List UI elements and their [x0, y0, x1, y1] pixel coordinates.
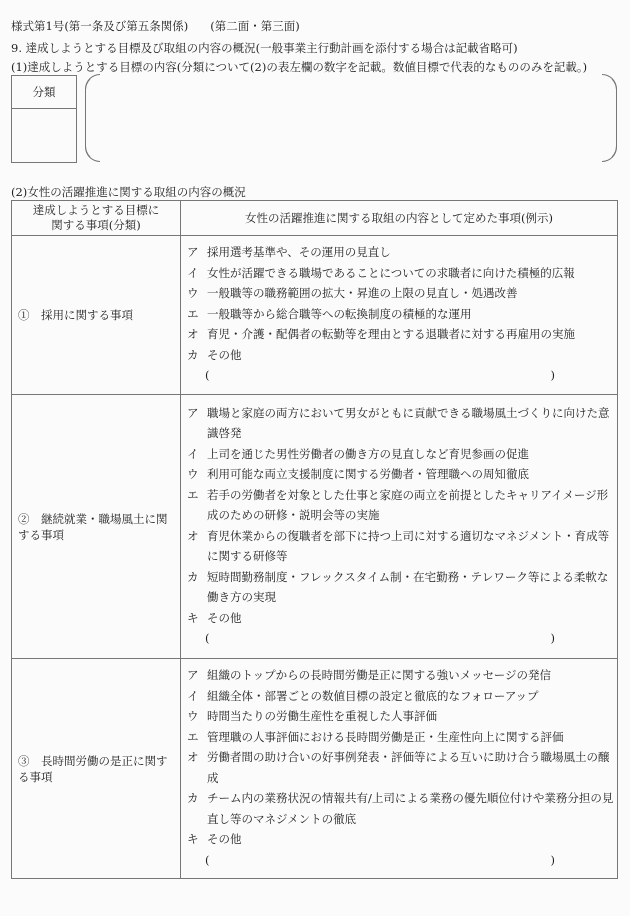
list-item[interactable]: カ チーム内の業務状況の情報共有/上司による業務の優先順位付けや業務分担の見直し等のマネジメントの徹底: [187, 791, 614, 826]
page-side-label: (第二面・第三面): [210, 19, 300, 33]
list-item[interactable]: キ その他: [187, 610, 242, 625]
items-cell: [181, 659, 618, 879]
list-item[interactable]: キ その他: [187, 832, 242, 846]
items-cell: [181, 236, 618, 395]
list-item[interactable]: ウ 一般職等の職務範囲の拡大・昇進の上限の見直し・処遇改善: [187, 286, 518, 301]
initiatives-table: [11, 200, 618, 879]
subsection-1-title: (1)達成しようとする目標の内容(分類について(2)の表左欄の数字を記載。数値目標で代表的なもののみを記載。): [11, 60, 588, 74]
table-header-row: [12, 201, 618, 236]
list-item[interactable]: カ 短時間勤務制度・フレックスタイム制・在宅勤務・テレワーク等による柔軟な働き方の実現: [187, 569, 609, 604]
list-item[interactable]: ア 採用選考基準や、その運用の見直し: [187, 245, 391, 260]
category-cell: ② 継続就業・職場風土に関する事項: [12, 395, 181, 659]
list-item[interactable]: オ 育児休業からの復職者を部下に持つ上司に対する適切なマネジメント・育成等に関する研修等: [187, 528, 610, 563]
category-label: 分類: [12, 76, 76, 109]
items-cell: [181, 395, 618, 659]
list-item[interactable]: イ 女性が活躍できる職場であることについての求職者に向けた積極的広報: [187, 265, 575, 280]
category-box: [11, 75, 77, 163]
list-item[interactable]: カ その他: [187, 347, 242, 362]
list-item[interactable]: エ 若手の労働者を対象とした仕事と家庭の両立を前提としたキャリアイメージ形成のための研修・説明会等の実施: [187, 487, 609, 522]
table-row: [12, 395, 618, 659]
category-input[interactable]: [12, 109, 76, 162]
list-item[interactable]: オ 育児・介護・配偶者の転勤等を理由とする退職者に対する再雇用の実施: [187, 327, 575, 342]
other-input[interactable]: ( ): [205, 631, 555, 645]
form-number: 様式第1号(第一条及び第五条関係) (第二面・第三面): [11, 19, 300, 33]
category-cell: ① 採用に関する事項: [12, 236, 181, 395]
list-item[interactable]: ア 組織のトップからの長時間労働是正に関する強いメッセージの発信: [187, 668, 551, 682]
table-row: [12, 236, 618, 395]
goal-content-field[interactable]: [85, 74, 617, 162]
list-item[interactable]: イ 上司を通じた男性労働者の働き方の見直しなど育児参画の促進: [187, 446, 529, 461]
section-2-title: (2)女性の活躍推進に関する取組の内容の概況: [11, 185, 246, 199]
list-item[interactable]: エ 管理職の人事評価における長時間労働是正・生産性向上に関する評価: [187, 729, 564, 744]
other-input[interactable]: ( ): [205, 852, 555, 867]
other-input[interactable]: ( ): [205, 368, 555, 383]
col-category-header: 達成しようとする目標に 関する事項(分類): [12, 201, 181, 236]
list-item[interactable]: オ 労働者間の助け合いの好事例発表・評価等による互いに助け合う職場風土の醸成: [187, 750, 610, 785]
list-item[interactable]: エ 一般職等から総合職等への転換制度の積極的な運用: [187, 306, 472, 321]
table-row: [12, 659, 618, 879]
category-cell: ③ 長時間労働の是正に関する事項: [12, 659, 181, 879]
list-item[interactable]: ア 職場と家庭の両方において男女がともに貢献できる職場風土づくりに向けた意識啓発: [187, 405, 610, 440]
section-9-title: 9. 達成しようとする目標及び取組の内容の概況(一般事業主行動計画を添付する場合は記載省略可): [11, 41, 518, 55]
list-item[interactable]: イ 組織全体・部署ごとの数値目標の設定と徹底的なフォローアップ: [187, 688, 539, 703]
col-items-header: 女性の活躍推進に関する取組の内容として定めた事項(例示): [181, 201, 618, 236]
list-item[interactable]: ウ 時間当たりの労働生産性を重視した人事評価: [187, 709, 437, 723]
list-item[interactable]: ウ 利用可能な両立支援制度に関する労働者・管理職への周知徹底: [187, 467, 529, 481]
